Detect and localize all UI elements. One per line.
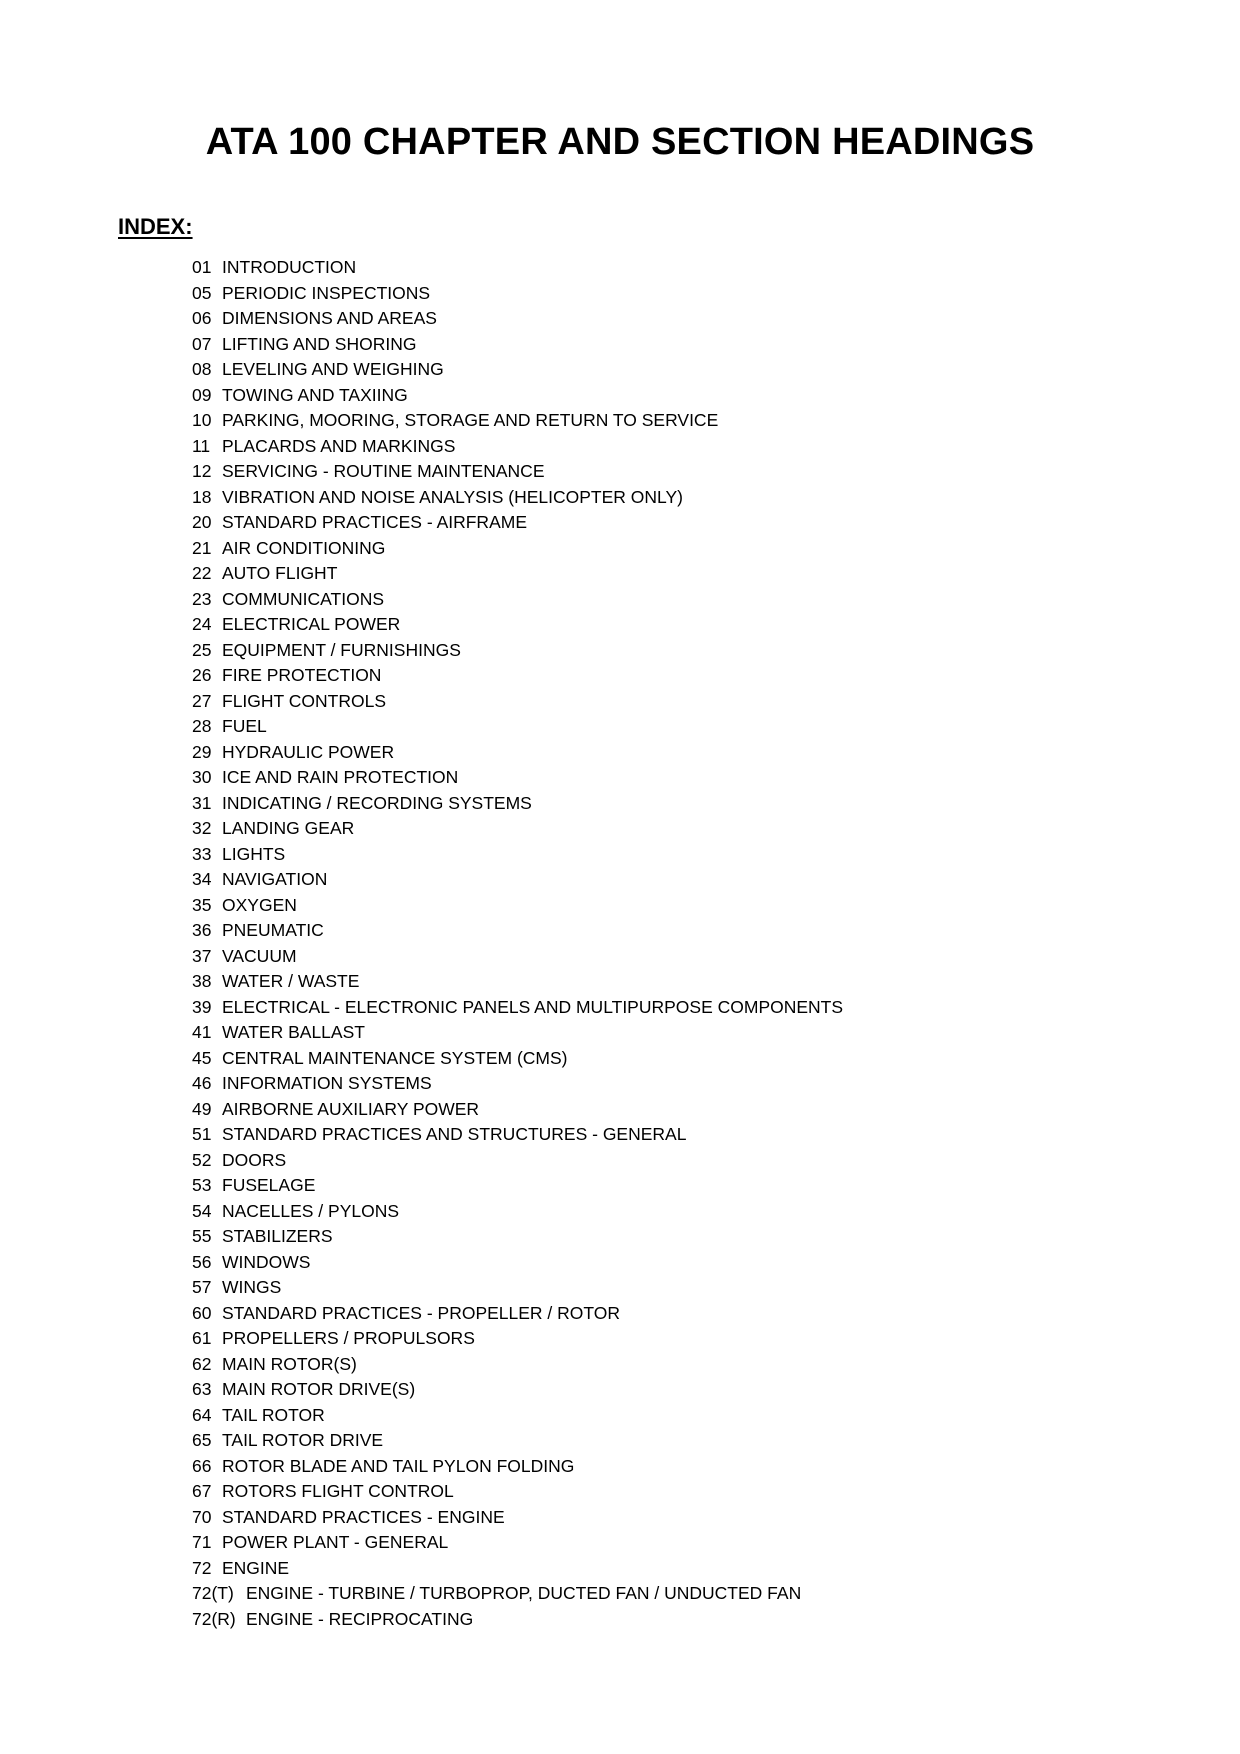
chapter-number: 45: [192, 1047, 212, 1068]
chapter-item: [192, 1377, 843, 1403]
chapter-item: [192, 1581, 843, 1607]
chapter-item: [192, 1020, 843, 1046]
chapter-title: ENGINE - RECIPROCATING: [246, 1608, 474, 1629]
chapter-title: COMMUNICATIONS: [222, 588, 385, 609]
chapter-number: 05: [192, 282, 212, 303]
chapter-title: PLACARDS AND MARKINGS: [222, 435, 456, 456]
chapter-number: 18: [192, 486, 212, 507]
chapter-title: PARKING, MOORING, STORAGE AND RETURN TO SERVICE: [222, 410, 719, 430]
chapter-number: 27: [192, 690, 212, 711]
chapter-title: STANDARD PRACTICES - AIRFRAME: [222, 512, 527, 532]
chapter-title: DOORS: [222, 1149, 287, 1170]
chapter-item: [192, 714, 843, 740]
chapter-title: ROTOR BLADE AND TAIL PYLON FOLDING: [222, 1455, 575, 1476]
chapter-number: 30: [192, 767, 212, 787]
chapter-item: [192, 255, 843, 281]
chapter-title: PERIODIC INSPECTIONS: [222, 282, 431, 303]
chapter-title: ENGINE - TURBINE / TURBOPROP, DUCTED FAN / UNDUCTED FAN: [246, 1583, 802, 1603]
chapter-title: MAIN ROTOR(S): [222, 1353, 357, 1374]
chapter-number: 41: [192, 1022, 212, 1042]
chapter-title: STANDARD PRACTICES AND STRUCTURES - GENERAL: [222, 1124, 687, 1144]
chapter-number: 25: [192, 639, 212, 660]
chapter-title: INDICATING / RECORDING SYSTEMS: [222, 792, 532, 813]
chapter-title: PROPELLERS / PROPULSORS: [222, 1328, 475, 1348]
chapter-item: [192, 612, 843, 638]
chapter-item: [192, 1479, 843, 1505]
chapter-number: 61: [192, 1328, 212, 1348]
chapter-item: [192, 1250, 843, 1276]
chapter-item: [192, 1454, 843, 1480]
chapter-number: 01: [192, 257, 212, 277]
chapter-title: PNEUMATIC: [222, 920, 324, 940]
chapter-title: FUEL: [222, 716, 267, 736]
chapter-item: [192, 1301, 843, 1327]
chapter-item: [192, 306, 843, 332]
chapter-item: [192, 689, 843, 715]
chapter-number: 60: [192, 1302, 212, 1323]
chapter-item: [192, 638, 843, 664]
chapter-title: WATER BALLAST: [222, 1022, 365, 1042]
chapter-title: FUSELAGE: [222, 1175, 316, 1195]
chapter-item: [192, 842, 843, 868]
chapter-item: [192, 1607, 843, 1633]
chapter-item: [192, 357, 843, 383]
chapter-number: 70: [192, 1506, 212, 1527]
chapter-title: NAVIGATION: [222, 869, 328, 889]
chapter-number: 37: [192, 945, 212, 966]
chapter-title: OXYGEN: [222, 894, 297, 915]
chapter-number: 51: [192, 1124, 212, 1144]
chapter-item: [192, 663, 843, 689]
chapter-title: TOWING AND TAXIING: [222, 384, 408, 405]
chapter-number: 56: [192, 1251, 212, 1272]
chapter-item: [192, 944, 843, 970]
chapter-item: [192, 918, 843, 944]
chapter-title: WINDOWS: [222, 1251, 311, 1272]
chapter-number: 20: [192, 512, 212, 532]
chapter-number: 55: [192, 1226, 212, 1246]
chapter-title: LEVELING AND WEIGHING: [222, 359, 444, 379]
chapter-item: [192, 1505, 843, 1531]
chapter-title: TAIL ROTOR DRIVE: [222, 1430, 384, 1450]
chapter-number: 34: [192, 869, 212, 889]
chapter-number: 65: [192, 1430, 212, 1450]
chapter-item: [192, 408, 843, 434]
chapter-title: INFORMATION SYSTEMS: [222, 1073, 432, 1093]
chapter-item: [192, 1403, 843, 1429]
chapter-number: 23: [192, 588, 212, 609]
chapter-item: [192, 587, 843, 613]
chapter-title: ICE AND RAIN PROTECTION: [222, 767, 459, 787]
chapter-number: 35: [192, 894, 212, 915]
chapter-item: [192, 1148, 843, 1174]
chapter-item: [192, 1173, 843, 1199]
chapter-number: 54: [192, 1200, 212, 1221]
chapter-number: 49: [192, 1098, 212, 1119]
chapter-number: 24: [192, 614, 212, 634]
chapter-number: 62: [192, 1353, 212, 1374]
chapter-item: [192, 969, 843, 995]
chapter-number: 72(R): [192, 1608, 236, 1629]
chapter-item: [192, 485, 843, 511]
chapter-number: 63: [192, 1379, 212, 1399]
chapter-item: [192, 561, 843, 587]
chapter-item: [192, 281, 843, 307]
chapter-number: 57: [192, 1277, 212, 1297]
chapter-item: [192, 1071, 843, 1097]
chapter-number: 21: [192, 537, 212, 558]
chapter-number: 72(T): [192, 1583, 234, 1603]
chapter-item: [192, 332, 843, 358]
chapter-item: [192, 434, 843, 460]
chapter-item: [192, 1275, 843, 1301]
chapter-title: VIBRATION AND NOISE ANALYSIS (HELICOPTER ONLY): [222, 486, 683, 507]
chapter-item: [192, 791, 843, 817]
chapter-number: 53: [192, 1175, 212, 1195]
chapter-item: [192, 1122, 843, 1148]
chapter-title: AIR CONDITIONING: [222, 537, 386, 558]
chapter-number: 07: [192, 333, 212, 354]
chapter-item: [192, 1199, 843, 1225]
chapter-number: 67: [192, 1481, 212, 1501]
chapter-number: 39: [192, 996, 212, 1017]
chapter-item: [192, 1046, 843, 1072]
chapter-item: [192, 1530, 843, 1556]
chapter-number: 10: [192, 410, 212, 430]
chapter-title: NACELLES / PYLONS: [222, 1200, 400, 1221]
chapter-title: TAIL ROTOR: [222, 1404, 325, 1425]
chapter-item: [192, 510, 843, 536]
chapter-title: STANDARD PRACTICES - PROPELLER / ROTOR: [222, 1302, 621, 1323]
chapter-number: 29: [192, 741, 212, 762]
chapter-title: FIRE PROTECTION: [222, 665, 382, 685]
chapter-title: LIGHTS: [222, 843, 286, 864]
chapter-item: [192, 1556, 843, 1582]
chapter-title: VACUUM: [222, 945, 297, 966]
chapter-item: [192, 816, 843, 842]
chapter-number: 38: [192, 971, 212, 991]
chapter-number: 22: [192, 563, 212, 583]
chapter-title: DIMENSIONS AND AREAS: [222, 308, 437, 328]
chapter-title: STABILIZERS: [222, 1226, 333, 1246]
chapter-item: [192, 893, 843, 919]
chapter-title: WATER / WASTE: [222, 971, 360, 991]
index-label: INDEX:: [118, 214, 193, 239]
chapter-title: ROTORS FLIGHT CONTROL: [222, 1481, 454, 1501]
chapter-item: [192, 765, 843, 791]
chapter-number: 32: [192, 818, 212, 838]
chapter-item: [192, 740, 843, 766]
chapter-title: STANDARD PRACTICES - ENGINE: [222, 1506, 505, 1527]
chapter-number: 12: [192, 461, 212, 481]
chapter-number: 09: [192, 384, 212, 405]
chapter-title: MAIN ROTOR DRIVE(S): [222, 1379, 416, 1399]
chapter-item: [192, 995, 843, 1021]
chapter-number: 46: [192, 1073, 212, 1093]
chapter-title: LIFTING AND SHORING: [222, 333, 417, 354]
chapter-title: POWER PLANT - GENERAL: [222, 1532, 449, 1552]
chapter-title: HYDRAULIC POWER: [222, 741, 395, 762]
chapter-number: 52: [192, 1149, 212, 1170]
chapter-title: LANDING GEAR: [222, 818, 355, 838]
chapter-title: INTRODUCTION: [222, 257, 357, 277]
chapter-number: 66: [192, 1455, 212, 1476]
chapter-item: [192, 1097, 843, 1123]
chapter-number: 31: [192, 792, 212, 813]
chapter-title: EQUIPMENT / FURNISHINGS: [222, 639, 461, 660]
chapter-number: 72: [192, 1557, 212, 1578]
chapter-number: 33: [192, 843, 212, 864]
chapter-number: 36: [192, 920, 212, 940]
chapter-title: SERVICING - ROUTINE MAINTENANCE: [222, 461, 545, 481]
chapter-list: [192, 255, 843, 1632]
chapter-number: 08: [192, 359, 212, 379]
chapter-number: 11: [192, 435, 211, 456]
chapter-title: AUTO FLIGHT: [222, 563, 338, 583]
chapter-item: [192, 383, 843, 409]
chapter-title: ELECTRICAL - ELECTRONIC PANELS AND MULTIPURPOSE COMPONENTS: [222, 996, 844, 1017]
chapter-item: [192, 1224, 843, 1250]
chapter-number: 06: [192, 308, 212, 328]
chapter-item: [192, 1428, 843, 1454]
chapter-title: WINGS: [222, 1277, 282, 1297]
chapter-title: ELECTRICAL POWER: [222, 614, 401, 634]
chapter-title: FLIGHT CONTROLS: [222, 690, 387, 711]
chapter-title: CENTRAL MAINTENANCE SYSTEM (CMS): [222, 1047, 568, 1068]
chapter-item: [192, 459, 843, 485]
chapter-item: [192, 536, 843, 562]
chapter-item: [192, 1326, 843, 1352]
chapter-title: ENGINE: [222, 1557, 290, 1578]
chapter-item: [192, 867, 843, 893]
chapter-number: 28: [192, 716, 212, 736]
document-title: ATA 100 CHAPTER AND SECTION HEADINGS: [205, 121, 1035, 163]
chapter-number: 71: [192, 1532, 212, 1552]
chapter-title: AIRBORNE AUXILIARY POWER: [222, 1098, 480, 1119]
chapter-number: 64: [192, 1404, 212, 1425]
chapter-number: 26: [192, 665, 212, 685]
chapter-item: [192, 1352, 843, 1378]
